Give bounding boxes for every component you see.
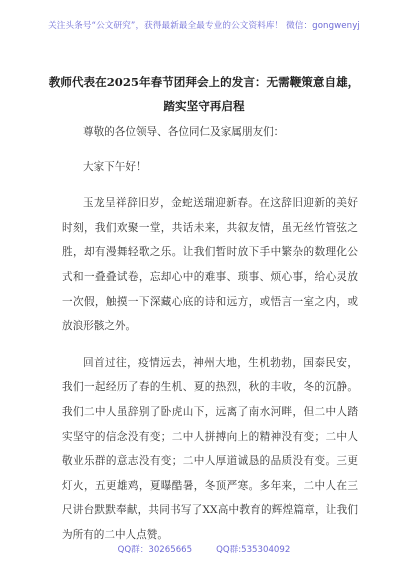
document-body	[62, 120, 358, 548]
paragraph-1: 玉龙呈祥辞旧岁，金蛇送瑞迎新春。在这辞旧迎新的美好时刻，我们欢聚一堂，共话未来，共叙友情，虽无丝竹管弦之胜，却有漫舞轻歌之乐。让我们暂时放下手中繁杂的数理化公式和一叠叠试卷，忘却心中的难事、琐事、烦心事，给心灵放一次假，触摸一下深藏心底的诗和远方，或悟言一室之内，或放浪形骸之外。	[62, 197, 358, 333]
footer-contact	[0, 543, 408, 555]
footer-qq-group-2: QQ群:535304092	[216, 545, 291, 555]
footer-qq-group-1: QQ群：30265665	[117, 545, 193, 555]
salutation: 尊敬的各位领导、各位同仁及家属朋友们：	[83, 126, 285, 138]
greeting: 大家下午好！	[83, 160, 147, 173]
header-banner: 关注头条号“公文研究”，获得最新最全最专业的公文资料库！ 微信：gongwenyj	[48, 21, 360, 31]
document-title	[38, 70, 370, 118]
title-line-2: 踏实坚守再启程	[163, 99, 245, 113]
paragraph-2: 回首过往，疫情远去，神州大地，生机勃勃，国泰民安，我们一起经历了春的生机、夏的热烈，秋的丰收，冬的沉静。我们二中人虽辞别了卧虎山下，远离了南水河畔，但二中人踏实坚守的信念没有变；二中人拼搏向上的精神没有变；二中人敬业乐群的意志没有变；二中人厚道诚恳的品质没有变。三更灯火，五更雄鸡，夏曝酷暑，冬顶严寒。多年来，二中人在三尺讲台默默奉献，共同书写了XX高中教育的辉煌篇章，让我们为所有的二中人点赞。	[62, 356, 358, 541]
title-line-1: 教师代表在2025年春节团拜会上的发言：无需鞭策意自雄，	[48, 75, 360, 89]
